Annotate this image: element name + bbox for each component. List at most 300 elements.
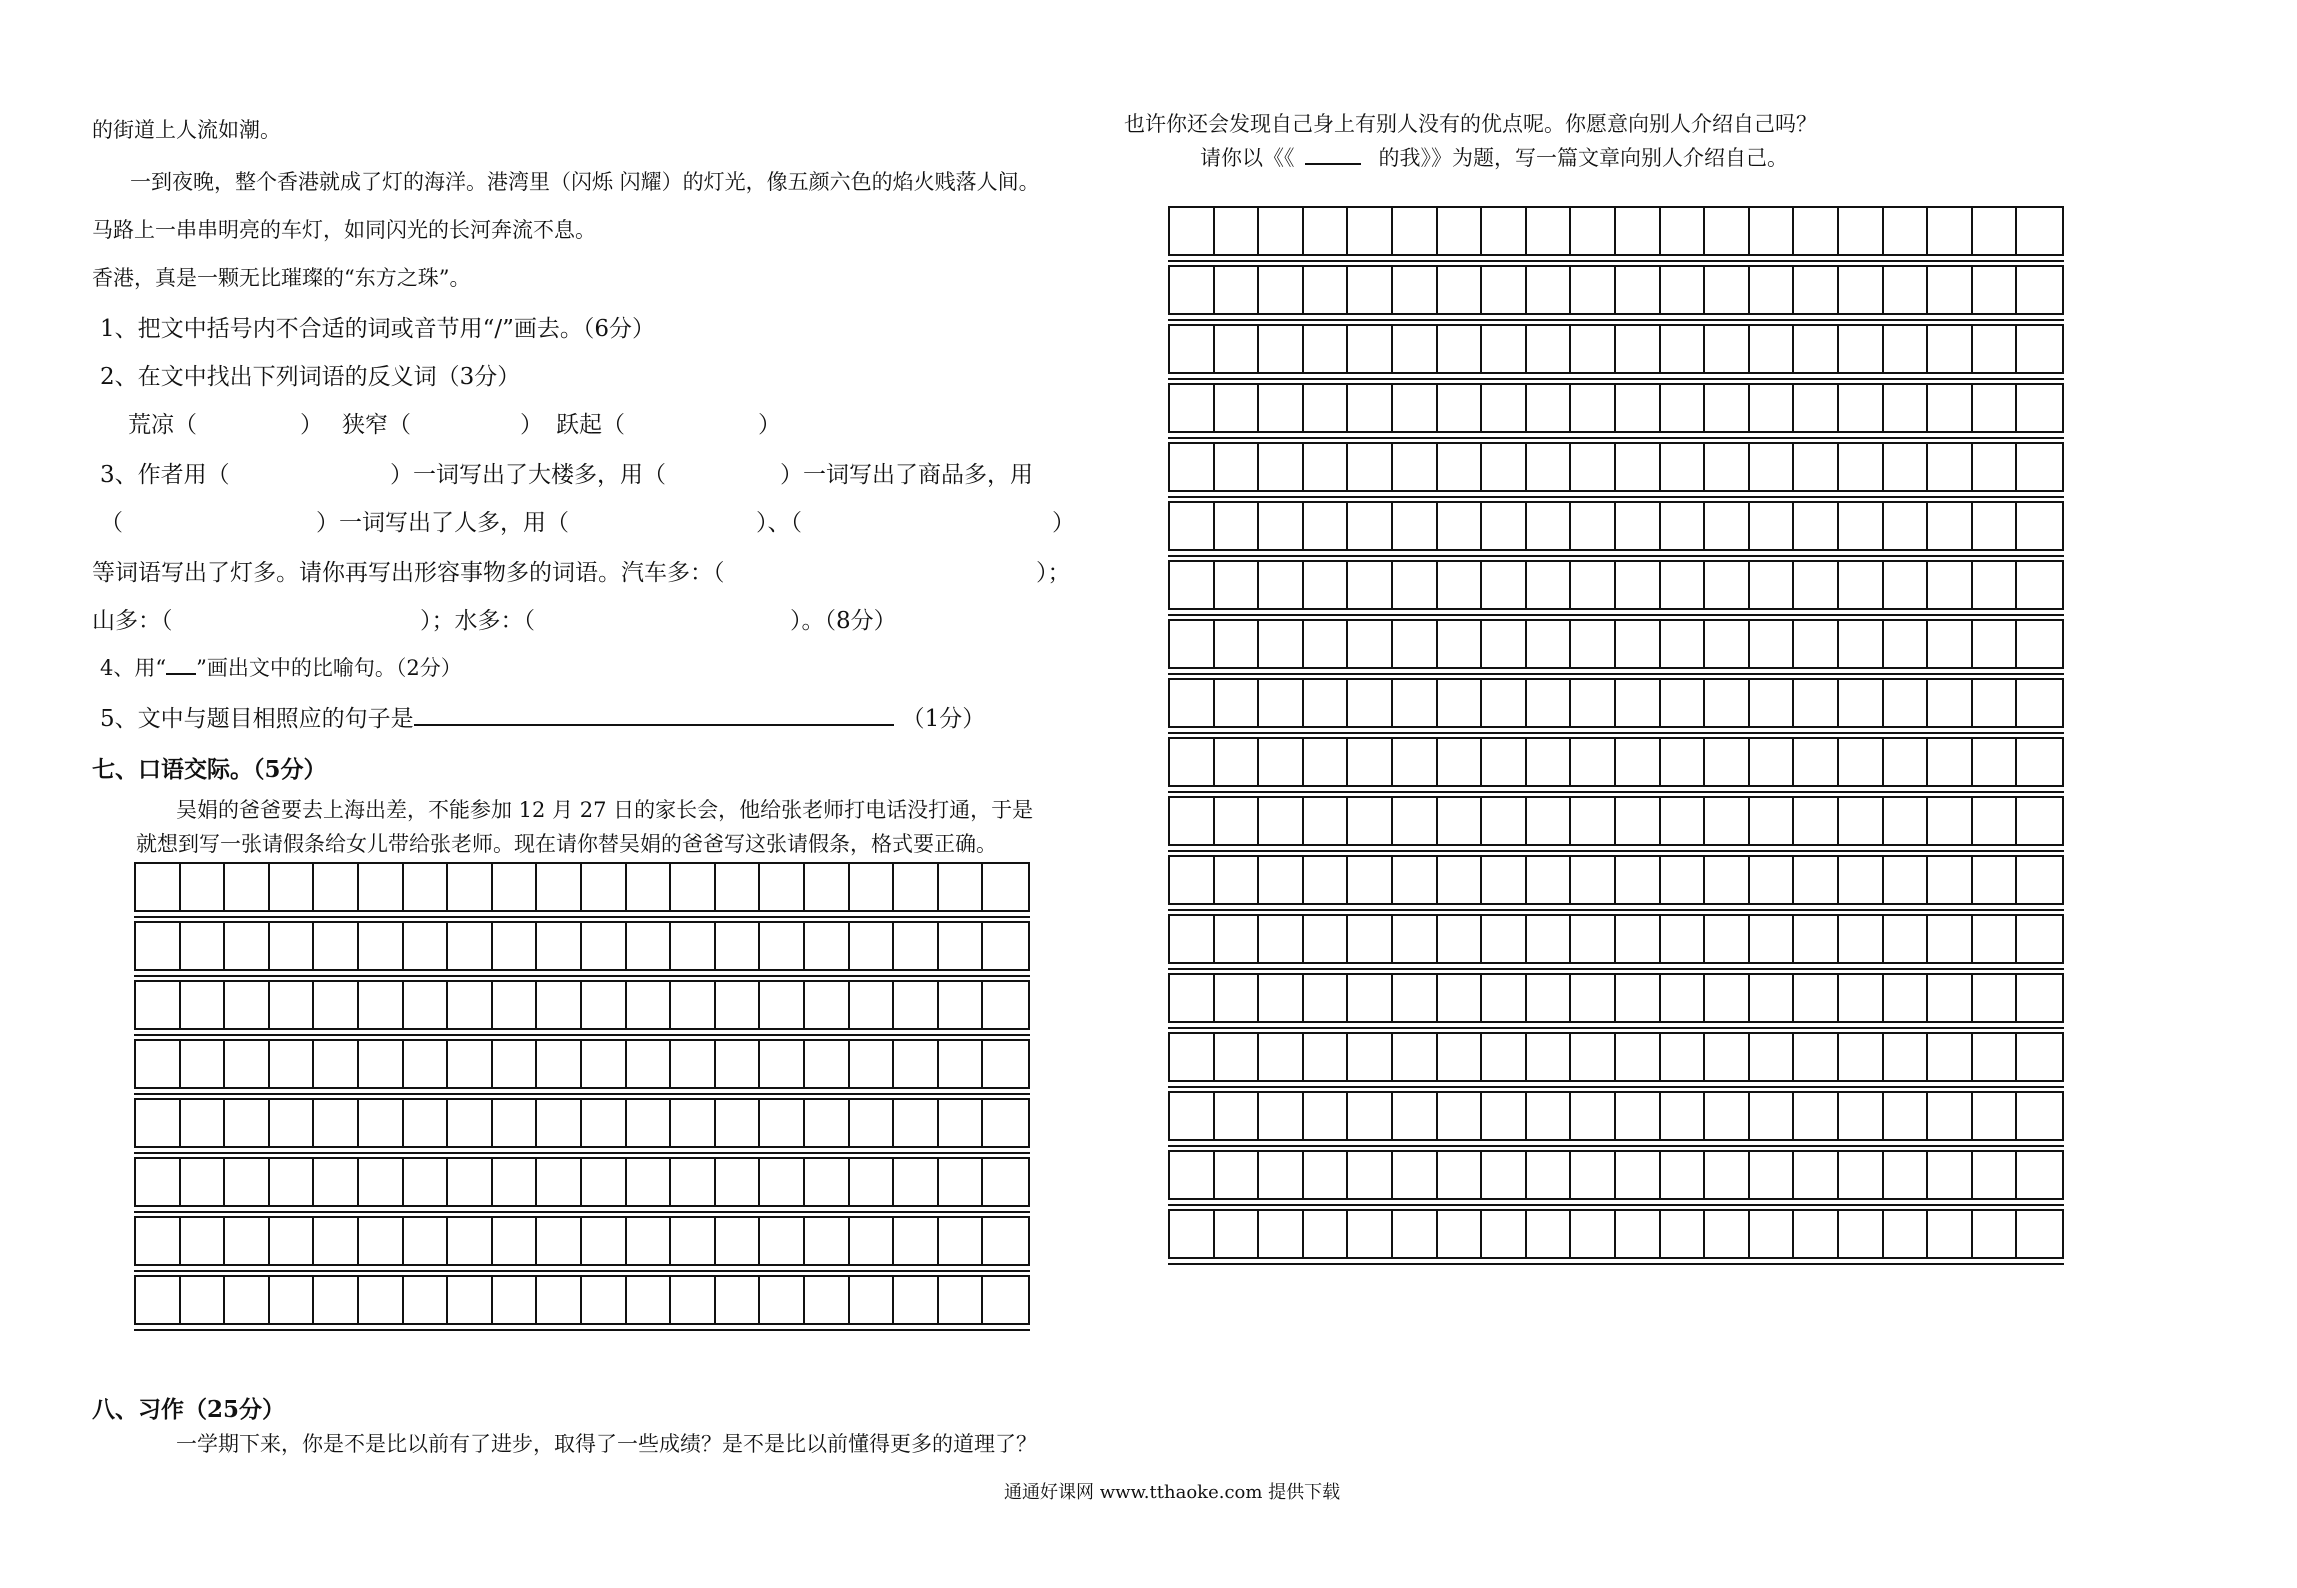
grid-cell[interactable] (1571, 562, 1616, 608)
grid-cell[interactable] (1705, 1152, 1750, 1198)
grid-cell[interactable] (1527, 1152, 1572, 1198)
grid-cell[interactable] (1348, 1211, 1393, 1257)
grid-cell[interactable] (448, 1041, 493, 1087)
grid-cell[interactable] (1616, 385, 1661, 431)
grid-cell[interactable] (1482, 1034, 1527, 1080)
grid-cell[interactable] (1705, 1034, 1750, 1080)
grid-cell[interactable] (894, 864, 939, 910)
grid-cell[interactable] (760, 923, 805, 969)
grid-cell[interactable] (1393, 208, 1438, 254)
grid-cell[interactable] (1170, 1034, 1215, 1080)
grid-cell[interactable] (1928, 1152, 1973, 1198)
grid-cell[interactable] (136, 923, 181, 969)
grid-cell[interactable] (1482, 621, 1527, 667)
grid-cell[interactable] (1482, 444, 1527, 490)
grid-cell[interactable] (270, 923, 315, 969)
grid-cell[interactable] (1393, 739, 1438, 785)
grid-cell[interactable] (1170, 798, 1215, 844)
grid-cell[interactable] (1348, 857, 1393, 903)
grid-cell[interactable] (314, 1218, 359, 1264)
grid-cell[interactable] (1794, 680, 1839, 726)
grid-cell[interactable] (1571, 1152, 1616, 1198)
grid-cell[interactable] (1482, 975, 1527, 1021)
grid-cell[interactable] (1170, 1093, 1215, 1139)
grid-cell[interactable] (894, 982, 939, 1028)
grid-cell[interactable] (1928, 916, 1973, 962)
grid-cell[interactable] (716, 864, 761, 910)
grid-row[interactable] (134, 1275, 1030, 1325)
grid-cell[interactable] (1170, 621, 1215, 667)
grid-row[interactable] (1168, 1091, 2064, 1141)
grid-cell[interactable] (404, 923, 449, 969)
grid-cell[interactable] (270, 1041, 315, 1087)
grid-cell[interactable] (1705, 503, 1750, 549)
grid-cell[interactable] (1794, 385, 1839, 431)
grid-row[interactable] (1168, 973, 2064, 1023)
grid-cell[interactable] (448, 1100, 493, 1146)
grid-cell[interactable] (1839, 503, 1884, 549)
grid-cell[interactable] (850, 1159, 895, 1205)
grid-cell[interactable] (1794, 208, 1839, 254)
grid-cell[interactable] (1304, 621, 1349, 667)
grid-cell[interactable] (1750, 857, 1795, 903)
grid-cell[interactable] (1527, 562, 1572, 608)
grid-cell[interactable] (1259, 1093, 1304, 1139)
grid-cell[interactable] (894, 1100, 939, 1146)
grid-cell[interactable] (1616, 267, 1661, 313)
grid-cell[interactable] (136, 864, 181, 910)
grid-cell[interactable] (136, 1218, 181, 1264)
grid-cell[interactable] (1794, 621, 1839, 667)
grid-cell[interactable] (716, 1218, 761, 1264)
grid-cell[interactable] (1215, 1093, 1260, 1139)
grid-row[interactable] (134, 862, 1030, 912)
grid-cell[interactable] (1661, 975, 1706, 1021)
grid-cell[interactable] (1527, 208, 1572, 254)
grid-cell[interactable] (1794, 1034, 1839, 1080)
grid-cell[interactable] (1304, 326, 1349, 372)
grid-cell[interactable] (1661, 1093, 1706, 1139)
grid-cell[interactable] (404, 864, 449, 910)
grid-row[interactable] (1168, 1150, 2064, 1200)
grid-cell[interactable] (1304, 798, 1349, 844)
grid-cell[interactable] (1928, 503, 1973, 549)
grid-cell[interactable] (359, 923, 404, 969)
grid-cell[interactable] (1571, 1093, 1616, 1139)
grid-cell[interactable] (225, 864, 270, 910)
grid-cell[interactable] (1259, 975, 1304, 1021)
grid-cell[interactable] (359, 864, 404, 910)
grid-cell[interactable] (716, 1100, 761, 1146)
grid-cell[interactable] (1973, 1093, 2018, 1139)
grid-cell[interactable] (1884, 621, 1929, 667)
grid-cell[interactable] (2017, 916, 2062, 962)
grid-row[interactable] (1168, 560, 2064, 610)
essay-title-blank[interactable] (1305, 162, 1361, 165)
grid-cell[interactable] (1661, 798, 1706, 844)
grid-cell[interactable] (1438, 444, 1483, 490)
grid-cell[interactable] (1794, 1211, 1839, 1257)
grid-cell[interactable] (1661, 680, 1706, 726)
grid-cell[interactable] (1215, 1152, 1260, 1198)
grid-cell[interactable] (1973, 739, 2018, 785)
grid-cell[interactable] (983, 923, 1028, 969)
grid-cell[interactable] (627, 864, 672, 910)
grid-cell[interactable] (582, 864, 627, 910)
grid-cell[interactable] (716, 1277, 761, 1323)
grid-row[interactable] (1168, 678, 2064, 728)
grid-cell[interactable] (1705, 385, 1750, 431)
grid-cell[interactable] (1928, 1093, 1973, 1139)
grid-cell[interactable] (760, 1159, 805, 1205)
grid-cell[interactable] (671, 923, 716, 969)
grid-cell[interactable] (1705, 267, 1750, 313)
grid-cell[interactable] (627, 1041, 672, 1087)
grid-cell[interactable] (1928, 1034, 1973, 1080)
grid-cell[interactable] (1928, 444, 1973, 490)
grid-cell[interactable] (1616, 1093, 1661, 1139)
grid-cell[interactable] (537, 1277, 582, 1323)
grid-cell[interactable] (894, 1218, 939, 1264)
grid-cell[interactable] (1170, 857, 1215, 903)
grid-cell[interactable] (1661, 562, 1706, 608)
grid-cell[interactable] (1616, 916, 1661, 962)
grid-cell[interactable] (1616, 680, 1661, 726)
grid-cell[interactable] (1304, 1093, 1349, 1139)
grid-cell[interactable] (1973, 208, 2018, 254)
grid-cell[interactable] (1750, 975, 1795, 1021)
grid-cell[interactable] (448, 1159, 493, 1205)
grid-cell[interactable] (1884, 916, 1929, 962)
grid-cell[interactable] (225, 1159, 270, 1205)
grid-cell[interactable] (181, 923, 226, 969)
grid-cell[interactable] (1348, 562, 1393, 608)
grid-cell[interactable] (1215, 857, 1260, 903)
grid-cell[interactable] (270, 982, 315, 1028)
grid-cell[interactable] (2017, 680, 2062, 726)
grid-cell[interactable] (1482, 857, 1527, 903)
grid-cell[interactable] (493, 1100, 538, 1146)
grid-cell[interactable] (1393, 798, 1438, 844)
grid-cell[interactable] (1393, 444, 1438, 490)
grid-cell[interactable] (582, 1041, 627, 1087)
grid-cell[interactable] (1304, 1152, 1349, 1198)
grid-cell[interactable] (850, 1277, 895, 1323)
grid-cell[interactable] (359, 1218, 404, 1264)
grid-cell[interactable] (1661, 1211, 1706, 1257)
grid-cell[interactable] (1750, 621, 1795, 667)
grid-cell[interactable] (1259, 1211, 1304, 1257)
grid-cell[interactable] (1393, 326, 1438, 372)
grid-cell[interactable] (1571, 1034, 1616, 1080)
grid-cell[interactable] (1393, 621, 1438, 667)
grid-cell[interactable] (1794, 503, 1839, 549)
grid-cell[interactable] (1884, 1034, 1929, 1080)
grid-cell[interactable] (1616, 503, 1661, 549)
grid-cell[interactable] (1973, 385, 2018, 431)
grid-cell[interactable] (1839, 208, 1884, 254)
grid-cell[interactable] (1527, 680, 1572, 726)
grid-cell[interactable] (1527, 621, 1572, 667)
grid-cell[interactable] (1259, 916, 1304, 962)
grid-cell[interactable] (1794, 798, 1839, 844)
grid-cell[interactable] (1259, 621, 1304, 667)
grid-cell[interactable] (1527, 857, 1572, 903)
grid-cell[interactable] (1616, 444, 1661, 490)
grid-cell[interactable] (448, 864, 493, 910)
grid-cell[interactable] (1884, 385, 1929, 431)
grid-row[interactable] (134, 1098, 1030, 1148)
grid-cell[interactable] (582, 1277, 627, 1323)
grid-cell[interactable] (270, 864, 315, 910)
grid-cell[interactable] (716, 923, 761, 969)
grid-cell[interactable] (1839, 562, 1884, 608)
grid-cell[interactable] (1750, 916, 1795, 962)
grid-cell[interactable] (1973, 857, 2018, 903)
grid-cell[interactable] (983, 1218, 1028, 1264)
grid-cell[interactable] (716, 1041, 761, 1087)
grid-cell[interactable] (850, 1100, 895, 1146)
grid-cell[interactable] (1348, 503, 1393, 549)
grid-cell[interactable] (1304, 916, 1349, 962)
grid-cell[interactable] (1750, 1211, 1795, 1257)
grid-row[interactable] (1168, 1209, 2064, 1259)
grid-cell[interactable] (1616, 208, 1661, 254)
grid-cell[interactable] (1438, 503, 1483, 549)
grid-cell[interactable] (1705, 798, 1750, 844)
grid-cell[interactable] (671, 1100, 716, 1146)
grid-cell[interactable] (1839, 680, 1884, 726)
grid-cell[interactable] (1393, 975, 1438, 1021)
grid-cell[interactable] (1928, 208, 1973, 254)
grid-cell[interactable] (1661, 916, 1706, 962)
grid-cell[interactable] (225, 1277, 270, 1323)
grid-cell[interactable] (1438, 1093, 1483, 1139)
grid-cell[interactable] (1884, 798, 1929, 844)
grid-cell[interactable] (1661, 444, 1706, 490)
grid-cell[interactable] (1259, 267, 1304, 313)
grid-cell[interactable] (1170, 1152, 1215, 1198)
grid-row[interactable] (1168, 1032, 2064, 1082)
grid-cell[interactable] (1348, 1034, 1393, 1080)
grid-cell[interactable] (1438, 798, 1483, 844)
grid-cell[interactable] (1973, 562, 2018, 608)
grid-cell[interactable] (1170, 385, 1215, 431)
grid-cell[interactable] (627, 1100, 672, 1146)
grid-cell[interactable] (1259, 208, 1304, 254)
grid-cell[interactable] (225, 1218, 270, 1264)
grid-cell[interactable] (1438, 680, 1483, 726)
grid-cell[interactable] (1839, 1034, 1884, 1080)
grid-cell[interactable] (493, 864, 538, 910)
grid-cell[interactable] (1973, 444, 2018, 490)
grid-cell[interactable] (1928, 680, 1973, 726)
grid-cell[interactable] (1215, 1034, 1260, 1080)
grid-cell[interactable] (448, 982, 493, 1028)
grid-cell[interactable] (983, 1041, 1028, 1087)
grid-cell[interactable] (1661, 385, 1706, 431)
grid-cell[interactable] (1794, 1093, 1839, 1139)
grid-cell[interactable] (2017, 975, 2062, 1021)
grid-cell[interactable] (1259, 798, 1304, 844)
grid-row[interactable] (1168, 855, 2064, 905)
grid-row[interactable] (1168, 442, 2064, 492)
grid-cell[interactable] (1973, 326, 2018, 372)
grid-cell[interactable] (1705, 1211, 1750, 1257)
grid-cell[interactable] (1482, 503, 1527, 549)
grid-row[interactable] (134, 1216, 1030, 1266)
grid-cell[interactable] (1750, 444, 1795, 490)
grid-cell[interactable] (181, 864, 226, 910)
grid-cell[interactable] (1215, 444, 1260, 490)
grid-cell[interactable] (1750, 326, 1795, 372)
grid-cell[interactable] (1438, 916, 1483, 962)
grid-cell[interactable] (1438, 857, 1483, 903)
grid-cell[interactable] (1438, 1211, 1483, 1257)
grid-cell[interactable] (1393, 857, 1438, 903)
grid-cell[interactable] (1839, 1211, 1884, 1257)
grid-cell[interactable] (1750, 1152, 1795, 1198)
grid-cell[interactable] (1661, 1152, 1706, 1198)
grid-cell[interactable] (1794, 1152, 1839, 1198)
grid-cell[interactable] (671, 1159, 716, 1205)
grid-cell[interactable] (760, 982, 805, 1028)
grid-cell[interactable] (1661, 1034, 1706, 1080)
grid-cell[interactable] (1215, 562, 1260, 608)
grid-cell[interactable] (805, 982, 850, 1028)
grid-cell[interactable] (1304, 1034, 1349, 1080)
grid-cell[interactable] (181, 982, 226, 1028)
grid-cell[interactable] (983, 1277, 1028, 1323)
grid-cell[interactable] (1839, 916, 1884, 962)
grid-cell[interactable] (760, 1218, 805, 1264)
grid-cell[interactable] (1616, 1034, 1661, 1080)
grid-cell[interactable] (1661, 326, 1706, 372)
grid-cell[interactable] (1616, 326, 1661, 372)
grid-cell[interactable] (805, 1159, 850, 1205)
grid-cell[interactable] (136, 1041, 181, 1087)
grid-cell[interactable] (627, 1159, 672, 1205)
grid-cell[interactable] (1884, 503, 1929, 549)
grid-cell[interactable] (181, 1277, 226, 1323)
grid-cell[interactable] (1661, 739, 1706, 785)
grid-cell[interactable] (1571, 385, 1616, 431)
grid-cell[interactable] (493, 1041, 538, 1087)
grid-cell[interactable] (760, 1277, 805, 1323)
grid-cell[interactable] (1438, 621, 1483, 667)
grid-cell[interactable] (1750, 1034, 1795, 1080)
grid-cell[interactable] (181, 1041, 226, 1087)
grid-cell[interactable] (1170, 975, 1215, 1021)
grid-cell[interactable] (1170, 562, 1215, 608)
grid-cell[interactable] (983, 1100, 1028, 1146)
grid-cell[interactable] (939, 1218, 984, 1264)
grid-cell[interactable] (1973, 621, 2018, 667)
grid-cell[interactable] (1884, 1093, 1929, 1139)
grid-cell[interactable] (1215, 503, 1260, 549)
grid-cell[interactable] (1304, 975, 1349, 1021)
grid-cell[interactable] (1705, 975, 1750, 1021)
grid-cell[interactable] (1661, 621, 1706, 667)
grid-cell[interactable] (1705, 444, 1750, 490)
grid-cell[interactable] (225, 923, 270, 969)
grid-cell[interactable] (1215, 975, 1260, 1021)
grid-cell[interactable] (1482, 562, 1527, 608)
grid-cell[interactable] (1259, 326, 1304, 372)
grid-cell[interactable] (2017, 562, 2062, 608)
grid-cell[interactable] (1571, 857, 1616, 903)
grid-cell[interactable] (582, 923, 627, 969)
grid-cell[interactable] (1438, 562, 1483, 608)
grid-cell[interactable] (404, 1041, 449, 1087)
grid-cell[interactable] (1839, 1093, 1884, 1139)
grid-cell[interactable] (1482, 326, 1527, 372)
grid-cell[interactable] (1215, 1211, 1260, 1257)
grid-row[interactable] (134, 921, 1030, 971)
grid-cell[interactable] (1482, 208, 1527, 254)
grid-cell[interactable] (1304, 680, 1349, 726)
grid-cell[interactable] (1928, 739, 1973, 785)
grid-cell[interactable] (1482, 267, 1527, 313)
grid-cell[interactable] (1304, 503, 1349, 549)
grid-cell[interactable] (1794, 326, 1839, 372)
grid-row[interactable] (1168, 796, 2064, 846)
grid-cell[interactable] (1527, 1034, 1572, 1080)
grid-cell[interactable] (1348, 208, 1393, 254)
grid-cell[interactable] (2017, 739, 2062, 785)
grid-cell[interactable] (671, 1277, 716, 1323)
grid-cell[interactable] (448, 923, 493, 969)
grid-cell[interactable] (1259, 385, 1304, 431)
grid-cell[interactable] (1527, 385, 1572, 431)
grid-cell[interactable] (136, 982, 181, 1028)
grid-cell[interactable] (1348, 975, 1393, 1021)
grid-cell[interactable] (1215, 916, 1260, 962)
grid-cell[interactable] (1794, 267, 1839, 313)
grid-cell[interactable] (537, 864, 582, 910)
grid-cell[interactable] (760, 1100, 805, 1146)
grid-cell[interactable] (270, 1100, 315, 1146)
grid-cell[interactable] (1215, 680, 1260, 726)
grid-cell[interactable] (1304, 444, 1349, 490)
grid-cell[interactable] (1170, 503, 1215, 549)
grid-cell[interactable] (582, 1100, 627, 1146)
grid-cell[interactable] (1839, 798, 1884, 844)
grid-cell[interactable] (1170, 326, 1215, 372)
grid-cell[interactable] (1884, 267, 1929, 313)
grid-cell[interactable] (1616, 621, 1661, 667)
grid-cell[interactable] (627, 982, 672, 1028)
grid-cell[interactable] (1482, 798, 1527, 844)
grid-cell[interactable] (939, 1159, 984, 1205)
grid-cell[interactable] (2017, 798, 2062, 844)
grid-cell[interactable] (1750, 680, 1795, 726)
grid-cell[interactable] (1973, 503, 2018, 549)
grid-cell[interactable] (983, 982, 1028, 1028)
grid-cell[interactable] (760, 864, 805, 910)
grid-cell[interactable] (537, 1100, 582, 1146)
grid-cell[interactable] (1928, 267, 1973, 313)
grid-cell[interactable] (1884, 326, 1929, 372)
grid-cell[interactable] (1348, 916, 1393, 962)
grid-cell[interactable] (671, 1041, 716, 1087)
grid-cell[interactable] (1259, 739, 1304, 785)
grid-cell[interactable] (1839, 621, 1884, 667)
grid-cell[interactable] (894, 1159, 939, 1205)
grid-cell[interactable] (1571, 680, 1616, 726)
grid-cell[interactable] (1393, 1034, 1438, 1080)
grid-cell[interactable] (805, 1218, 850, 1264)
